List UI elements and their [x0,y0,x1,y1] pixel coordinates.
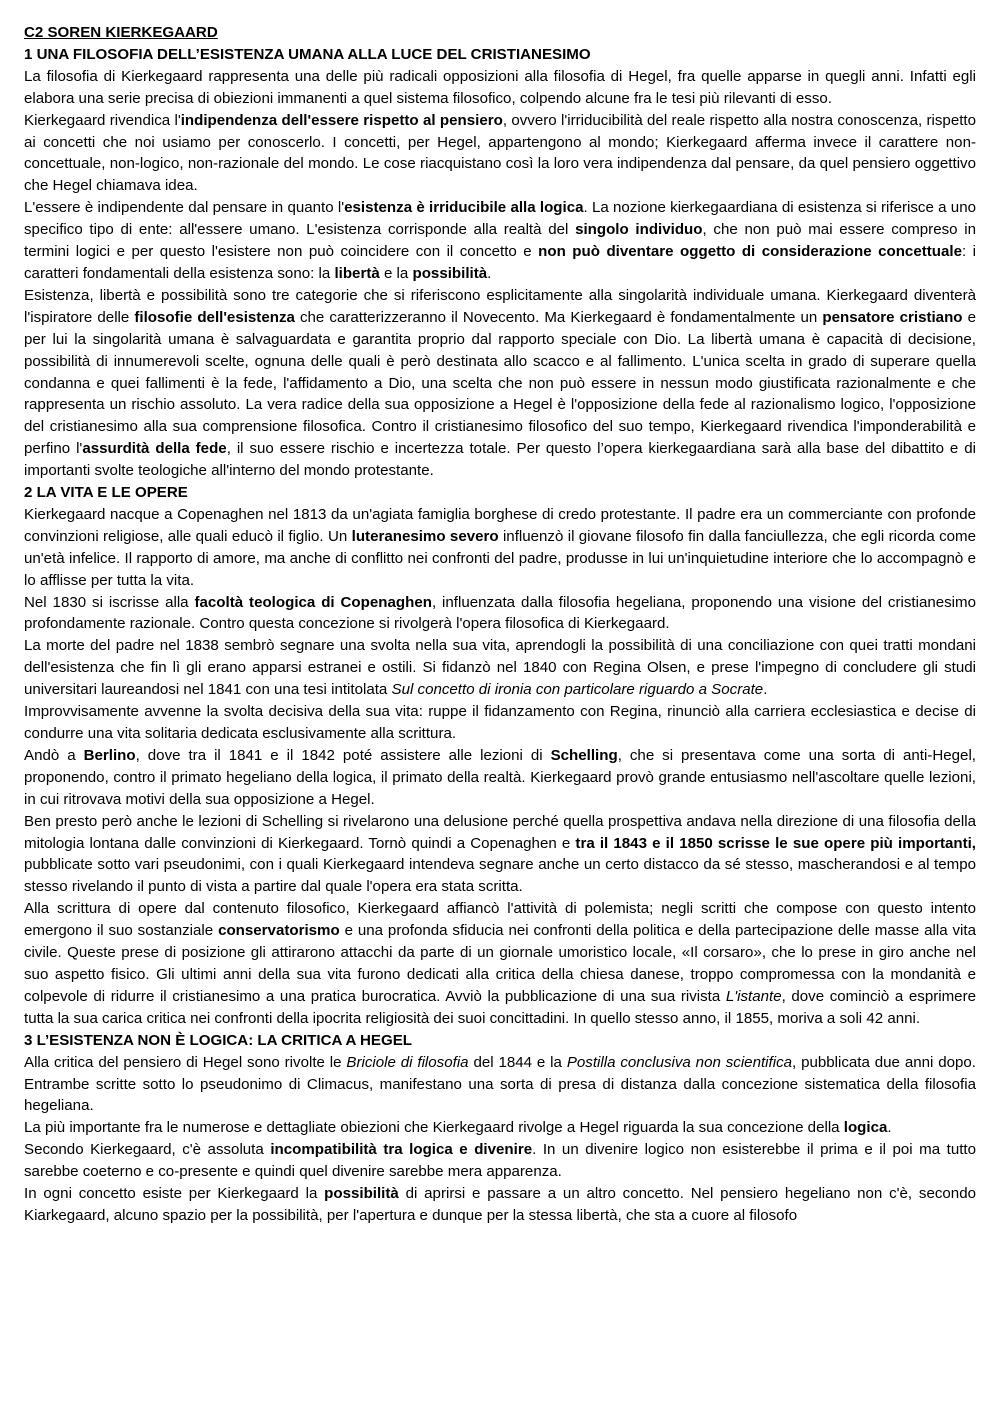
paragraph [24,811,976,899]
bold-text: possibilità [324,1185,399,1203]
paragraph [24,285,976,482]
text-run: La morte del padre nel 1838 sembrò segnare una svolta nella sua vita, aprendogli la possibilità di una conciliazione con quei tratti mondani dell'esistenza che fin lì gli erano apparsi estranei e ostili. Si fidanzò nel 1840 con Regina Olsen, e prese l'impegno di concludere gli studi universitari laureandosi nel 1841 con una tesi intitolata [24,637,976,699]
italic-text: Briciole di filosofia [346,1053,469,1071]
text-run: Secondo Kierkegaard, c'è assoluta [24,1141,271,1159]
text-run: , influenzata dalla filosofia hegeliana, proponendo una visione del cristianesimo profondamente razionale. Contro questa concezione si rivolgerà l'opera filosofica di Kierkegaard. [24,593,976,633]
text-run: In ogni concetto esiste per Kierkegaard la [24,1185,325,1203]
bold-text: indipendenza dell'essere rispetto al pensiero [180,111,503,129]
bold-text: libertà [334,264,380,282]
italic-text: Postilla conclusiva non scientifica [566,1053,793,1071]
paragraph [24,701,976,745]
italic-text: Sul concetto di ironia con particolare riguardo a Socrate [391,681,764,699]
text-run: Nel 1830 si iscrisse alla [24,593,195,611]
text-run: , il suo essere rischio e incertezza totale. Per questo l’opera kierkegaardiana sarà alla base del dibattito e di importanti svolte teologiche all'interno del mondo protestante. [24,440,976,480]
bold-text: Berlino [83,746,136,764]
paragraph [24,745,976,811]
bold-text: logica [843,1119,888,1137]
text-run: , che si presentava come una sorta di anti-Hegel, proponendo, contro il primato hegeliano della logica, il primato della realtà. Kierkegaard provò grande entusiasmo nell'ascoltare quelle lezioni, in cui ritrovava motivi della sua opposizione a Hegel. [24,746,976,808]
section-heading: 2 LA VITA E LE OPERE [24,484,188,502]
text-run: Ben presto però anche le lezioni di Schelling si rivelarono una delusione perché quella prospettiva andava nella direzione di una filosofia della mitologia lontana dalle convinzioni di Kierkegaard. Tornò quindi a Copenaghen e [24,812,976,852]
bold-text: pensatore cristiano [822,308,963,326]
paragraph [24,504,976,592]
bold-text: non può diventare oggetto di considerazione concettuale [538,243,962,261]
paragraph [24,898,976,1029]
text-run: La più importante fra le numerose e dettagliate obiezioni che Kierkegaard rivolge a Hegel riguarda la sua concezione della [24,1119,844,1137]
bold-text: incompatibilità tra logica e divenire [270,1141,533,1159]
text-run: di aprirsi e passare a un altro concetto. Nel pensiero hegeliano non c'è, secondo Kiarkegaard, alcuno spazio per la possibilità, per l'apertura e dunque per la stessa libertà, che sta a cuore al filosofo [24,1185,976,1224]
paragraph [24,110,976,198]
text-run: , dove cominciò a esprimere tutta la sua carica critica nei confronti della ipocrita religiosità dei suoi concittadini. In quello stesso anno, il 1855, moriva a soli 42 anni. [24,987,976,1027]
paragraph [24,197,976,285]
text-run: influenzò il giovane filosofo fin dalla fanciullezza, che egli ricorda come un'età infelice. Il rapporto di amore, ma anche di conflitto nei confronti del padre, produsse in lui un'inquietudine interiore che lo accompagnò e lo afflisse per tutta la vita. [24,527,977,589]
bold-text: singolo individuo [575,221,703,239]
text-run: Improvvisamente avvenne la svolta decisiva della sua vita: ruppe il fidanzamento con Regina, rinunciò alla carriera ecclesiastica e decise di condurre una vita solitaria dedicata esclusivamente alla scrittura. [24,703,976,742]
text-run: . [763,681,768,699]
text-run: Kierkegaard rivendica l' [24,111,181,129]
text-run: , ovvero l'irriducibilità del reale rispetto alla nostra conoscenza, rispetto ai concetti che noi usiamo per conoscerlo. I concetti, per Hegel, appartengono al mondo; Kierkegaard afferma invece il carattere non-concettuale, non-logico, non-razionale del mondo. Le cose riacquistano così la loro vera indipendenza dal pensare, da quel pensiero oggettivo che Hegel chiamava idea. [24,111,977,195]
bold-text: luteranesimo severo [351,527,499,545]
text-run: : i caratteri fondamentali della esistenza sono: la [24,243,976,282]
bold-text: facoltà teologica di Copenaghen [194,593,432,611]
text-run: . In un divenire logico non esisterebbe il prima e il poi ma tutto sarebbe coeterno e co-presente e quindi quel divenire sarebbe mera apparenza. [24,1141,977,1181]
paragraph [24,1183,976,1227]
paragraph [24,1139,976,1183]
text-run: . [887,1119,892,1137]
bold-text: assurdità della fede [82,440,227,458]
paragraph [24,1052,976,1118]
text-run: Kierkegaard nacque a Copenaghen nel 1813 da un'agiata famiglia borghese di credo protestante. Il padre era un commerciante con profonde convinzioni religiose, alle quali educò il figlio. Un [24,505,976,545]
bold-text: tra il 1843 e il 1850 scrisse le sue opere più importanti, [575,834,976,852]
document-body [24,44,976,1227]
bold-text: possibilità [412,264,488,282]
paragraph [24,635,976,701]
bold-text: filosofie dell'esistenza [134,308,295,326]
text-run: , che non può mai essere compreso in termini logici e per questo l'esistere non può coincidere con il concetto e [24,221,976,261]
bold-text: Schelling [550,746,618,764]
text-run: . La nozione kierkegaardiana di esistenza si riferisce a uno specifico tipo di ente: all'essere umano. L'esistenza corrisponde alla realtà del [24,199,976,239]
text-run: , pubblicata due anni dopo. Entrambe scritte sotto lo pseudonimo di Climacus, manifestano una sorta di presa di distanza dalla concezione sistematica della filosofia hegeliana. [24,1053,977,1115]
text-run: pubblicate sotto vari pseudonimi, con i quali Kierkegaard intendeva segnare anche un certo distacco da sé stesso, mascherandosi e al tempo stesso rivelando il punto di vista a partire dal quale l'opera era stata scritta. [24,856,976,896]
document-title: C2 SOREN KIERKEGAARD [24,24,218,41]
text-run: e per lui la singolarità umana è salvaguardata e garantita proprio dal rapporto speciale con Dio. La libertà umana è capacità di decisione, possibilità di innumerevoli scelte, ognuna delle quali è però destinata allo scacco e al fallimento. L'unica scelta in grado di superare quella condanna e quei fallimenti è la fede, l'affidamento a Dio, una scelta che non può essere in nessun modo giustificata razionalmente e che rappresenta un rischio assoluto. La vera radice della sua opposizione a Hegel è l'opposizione della fede al razionalismo logico, l'opposizione del cristianesimo alla sua comprensione filosofica. Contro il cristianesimo filosofico del suo tempo, Kierkegaard rivendica l'imponderabilità e perfino l' [24,308,976,458]
text-run: e una profonda sfiducia nei confronti della politica e della partecipazione delle masse alla vita civile. Queste prese di posizione gli attirarono attacchi da parte di un giornale umoristico locale, «Il corsaro», che lo prese in giro anche nel suo aspetto fisico. Gli ultimi anni della sua vita furono dedicati alla critica della chiesa danese, troppo compromessa con la mondanità e colpevole di ridurre il cristianesimo a una pratica burocratica. Avviò la pubblicazione di una sua rivista [24,922,976,1005]
text-run: e la [379,264,413,282]
text-run: del 1844 e la [468,1053,567,1071]
section-heading: 3 L’ESISTENZA NON È LOGICA: LA CRITICA A HEGEL [24,1031,412,1049]
text-run: L'essere è indipendente dal pensare in quanto l' [24,199,345,217]
text-run: La filosofia di Kierkegaard rappresenta una delle più radicali opposizioni alla filosofia di Hegel, fra quelle apparse in quegli anni. Infatti egli elabora una serie precisa di obiezioni immanenti a quel sistema filosofico, colpendo alcune fra le tesi più rilevanti di esso. [24,67,976,107]
text-run: . [487,264,492,282]
paragraph [24,1117,976,1139]
bold-text: conservatorismo [218,922,340,940]
text-run: Alla critica del pensiero di Hegel sono rivolte le [24,1053,347,1071]
text-run: Andò a [24,746,84,764]
text-run: che caratterizzeranno il Novecento. Ma Kierkegaard è fondamentalmente un [294,308,823,326]
text-run: , dove tra il 1841 e il 1842 poté assistere alle lezioni di [135,746,551,764]
text-run: Esistenza, libertà e possibilità sono tre categorie che si riferiscono esplicitamente alla singolarità individuale umana. Kierkegaard diventerà l'ispiratore delle [24,286,976,326]
section-heading: 1 UNA FILOSOFIA DELL’ESISTENZA UMANA ALLA LUCE DEL CRISTIANESIMO [24,45,591,63]
bold-text: esistenza è irriducibile alla logica [344,199,584,217]
text-run: Alla scrittura di opere dal contenuto filosofico, Kierkegaard affiancò l'attività di polemista; negli scritti che compose con questo intento emergono il suo sostanziale [24,900,976,940]
italic-text: L'istante [725,987,782,1005]
paragraph [24,592,976,636]
paragraph [24,66,976,110]
